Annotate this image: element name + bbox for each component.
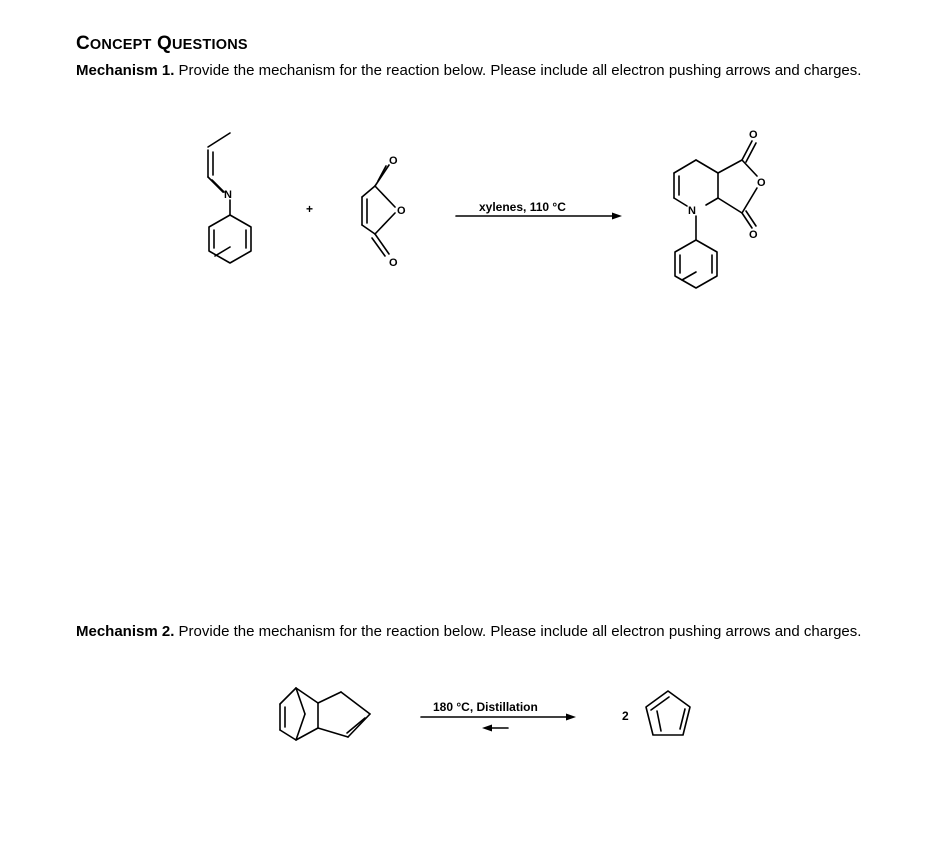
forward-arrow-head [566, 714, 576, 721]
oxygen-atom-label: O [749, 129, 758, 141]
nitrogen-atom-label: N [688, 205, 696, 217]
nitrogen-atom-label: N [224, 189, 232, 201]
mechanism-1-conditions: xylenes, 110 °C [479, 200, 566, 214]
mechanism-2-label: Mechanism 2. [76, 623, 175, 640]
dicyclopentadiene-structure [280, 688, 370, 740]
cyclopentadiene-structure [646, 691, 690, 735]
reverse-arrow-head [482, 725, 492, 732]
section-heading: CONCEPT QUESTIONS [76, 33, 248, 54]
oxygen-atom-label: O [749, 229, 758, 241]
oxygen-atom-label: O [397, 205, 406, 217]
imine-diene-structure [208, 133, 251, 263]
reaction-arrow-head [612, 213, 622, 220]
cycloadduct-product-structure [674, 129, 766, 288]
oxygen-atom-label: O [389, 155, 398, 167]
stoichiometric-coefficient: 2 [622, 709, 629, 723]
oxygen-atom-label: O [757, 177, 766, 189]
mechanism-1-text: Provide the mechanism for the reaction below. Please include all electron pushing arrows and charges. [178, 62, 862, 79]
plus-sign: + [306, 202, 314, 216]
mechanism-1-label: Mechanism 1. [76, 62, 175, 79]
mechanism-2-text: Provide the mechanism for the reaction below. Please include all electron pushing arrows and charges. [178, 623, 862, 640]
maleic-anhydride-structure [362, 155, 406, 269]
mechanism-2-conditions: 180 °C, Distillation [433, 700, 538, 714]
oxygen-atom-label: O [389, 257, 398, 269]
